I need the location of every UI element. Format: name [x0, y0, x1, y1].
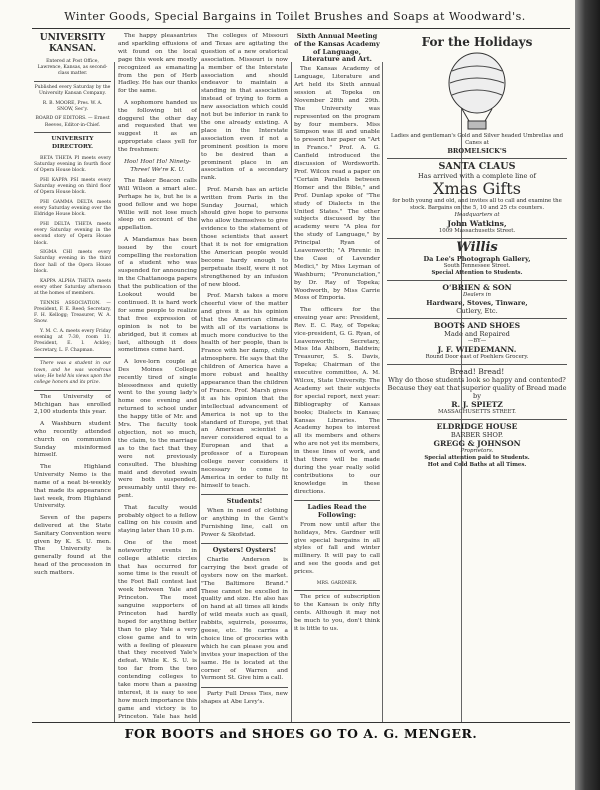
divider — [34, 357, 111, 358]
directory-entry: PHI GAMMA DELTA meets every Saturday evening over the Eldridge House block. — [34, 199, 111, 218]
ladies-heading: Ladies Read the Following: — [307, 503, 367, 519]
divider — [34, 132, 111, 133]
santa-heading: SANTA CLAUS — [438, 161, 516, 172]
watkins-name: John Watkins, — [447, 219, 507, 228]
willis-signature: Willis — [456, 240, 498, 255]
dalee-name: Da Lee's Photograph Gallery, — [423, 255, 531, 263]
column-rule — [114, 62, 115, 722]
divider — [34, 81, 111, 82]
santa-text: Has arrived with a complete line of — [418, 172, 536, 180]
bromelsick: BROMELSICK'S — [447, 147, 507, 155]
holidays-heading: For the Holidays — [421, 35, 533, 49]
hardware-ad — [387, 281, 567, 319]
proprietors-text: Proprietors. — [460, 448, 494, 454]
directory-entry: TENNIS ASSOCIATION. — President, F. E. Reed; Secretary, F. H. Kellogg; Treasurer, W. A. Snow. — [34, 300, 111, 325]
divider — [294, 500, 380, 501]
santa-ad — [387, 159, 567, 239]
news-item: The University of Michigan has enrolled 2,100 students this year. — [34, 393, 111, 416]
boots-ad — [387, 319, 567, 365]
article-paragraph: A love-lorn couple at Des Moines College recently tired of single blessedness and quietly went to the young lady's home one evening and returned to school under the happy title of Mr. and Mrs. The faculty took objection, not so much, the claim, to the marriage as to the fact that they were not previously consulted. The blushing maid and devoted swain were both suspended, presumably until they re-pent. — [118, 358, 197, 500]
column-2 — [118, 33, 197, 723]
dalee-address: South Tennessee Street. — [443, 263, 511, 269]
photo-ad — [387, 239, 567, 281]
article-paragraph: A sophomore handed us the following bit of doggerel the other day and requested that we suggest it as an appropriate class yell for the freshmen: — [118, 99, 197, 154]
bread-heading: Bread! Bread! — [449, 367, 505, 376]
students-heading: Students! — [226, 497, 263, 506]
article-paragraph: Prof. Marsh has an article written from Paris in the Sunday Journal, which should give hope to persons who allow themselves to give evidence to the statement of those scientists that assert that it is not for emigration the American people would become hardy enough to perpetuate itself, were it not strengthened by an infusion of new blood. — [201, 186, 288, 288]
article-paragraph: The happy pleasantries and sparkling effusions of wit found on the local page this week are mostly recognized as emanating from the pen of Herb Hadley. He has our thanks for the same. — [118, 33, 197, 95]
wiedemann-name: J. F. WIEDEMANN. — [437, 345, 517, 354]
students-notice: When in need of clothing or anything in the Gent's Furnishing line, call on Power & Skofstad. — [201, 507, 288, 538]
dalee-note: Special Attention to Students. — [431, 270, 523, 276]
article-paragraph: That faculty would probably object to a fellow calling on his cousin and staying later than 10 p.m. — [118, 504, 197, 535]
divider — [34, 390, 111, 391]
divider — [201, 687, 288, 688]
baths-text: Hot and Cold Baths at all Times. — [427, 462, 527, 468]
header-rule — [32, 28, 570, 29]
subscription-note: The price of subscription to the Kansan is only fifty cents. Although it may not be much to you, don't think it is little to us. — [294, 594, 380, 632]
column-3 — [201, 33, 288, 723]
column-rule — [199, 62, 200, 722]
holidays-text: Ladies and gentleman's Gold and Silver headed Umbrellas and Canes at — [390, 133, 564, 146]
header-banner: Winter Goods, Special Bargains in Toilet Brushes and Soaps at Woodward's. — [64, 10, 526, 23]
poem: There was a student in our town, and he was wondrous wise; He held his views upon the college honors and its prize. — [34, 361, 111, 385]
article-paragraph: The Baker Beacon calls Will Wilson a smart alec. Perhaps he is, but he is a good fellow and we hope Willie will not lose much sleep on account of the appellation. — [118, 177, 197, 232]
gregg-name: GREGG & JOHNSON — [433, 439, 521, 448]
footer-rule — [32, 722, 570, 723]
article-paragraph: One of the most noteworthy events in college athletic circles that has occurred for some time is the result of the Foot Ball contest last week between Yale and Princeton. The most sanguine supporters of Princeton had hardly hoped for anything better than to play Yale a very close game and to win with a feeling of pleasure that they received Yale's defeat. While K. S. U. is too far from the two contending colleges to take more than a passing interest, it is easy to see how much importance this game and victory is to Princeton. Yale has held — [118, 539, 197, 720]
masthead-note: Entered at Post Office, Lawrence, Kansas, as second-class matter. — [37, 58, 108, 76]
obrien-name: O'BRIEN & SON — [442, 283, 512, 292]
article-paragraph: Prof. Marsh takes a more cheerful view of the matter and gives it as his opinion that the American climate with all of its variations is much more conducive to the health of her people, than is France with her damp, chilly atmosphere. He says that the children of America have a more robust and healthy appearance than the children of France. Prof. Marsh gives it as his opinion that the intellectual advancement of America is not up to the standard of Europe, yet that an American scientist is never considered equal to a European and that a professor of a European college never considers it necessary to come to America in order to fully fit himself to teach. — [201, 293, 288, 489]
xmas-text: for both young and old, and invites all to call and examine the stock. Bargains on the 5, 10 and 25 cts counters. — [392, 198, 562, 211]
directory-title: UNIVERSITY DIRECTORY. — [51, 136, 94, 151]
column-rule — [291, 62, 292, 722]
article-paragraph: A Mandamus has been issued by the court compelling the restoration of a student who was suspended for announcing in the Chattanooga papers that the publication of the Lookout would be continued. It is hard work for some people to realize that free expression of opinion is not to be abridged, but it comes at last, although it does sometimes come hard. — [118, 236, 197, 354]
balloon-icon — [442, 51, 512, 131]
directory-entry: BETA THETA PI meets every Saturday evening in fourth floor of Opera House block. — [34, 155, 111, 174]
wiedemann-address: Round Door east of Poehlers Grocery. — [425, 354, 529, 360]
publisher-note: Published every Saturday by the University Kansan Company. — [34, 84, 111, 96]
dealers-text: Dealers in — [463, 292, 491, 298]
footer-banner: FOR BOOTS and SHOES GO TO A. G. MENGER. — [124, 726, 478, 741]
directory-entry: SIGMA CHI meets every Saturday evening in the third floor hall of the Opera House block. — [34, 250, 111, 274]
hardware-text: Hardware, Stoves, Tinware, — [426, 299, 528, 307]
bread-ad — [387, 365, 567, 420]
watkins-address: 1009 Massachusetts Street. — [438, 228, 516, 234]
article-paragraph: The Kansas Academy of Language, Literature and Art held its Sixth annual session at Topeka on November 28th and 29th. The University was represented on the program by four members. Miss Simpson was ill and unable to present her paper on "Art in France." Prof. A. G. Canfield introduced the discussion of Wordsworth. Prof. Wilcox read a paper on "Certain Parallels between Homer and the Bible," and Prof. Dunlap spoke of "The study of Dialects in the United States." The other subjects discussed by the academy were "A plea for the study of Language," by Principal Ryan of Leavenworth; "A Phrenic in the Case of Lavender Medici," by Miss Leyman of Washburn; "Pronunciation," by Dr. Ray of Topeka; Woodworth, by Miss Carrie Moss of Emporia. — [294, 66, 380, 302]
news-item: The Highland University Nemo is the name of a neat bi-weekly that made its appearance last week, from Highland University. — [34, 463, 111, 510]
column-rule — [382, 62, 383, 722]
divider — [201, 494, 288, 495]
party-notice: Party Full Dress Ties, new shapes at Abe Levy's. — [201, 690, 288, 705]
article-paragraph: The colleges of Missouri and Texas are agitating the question of a new oratorical association. Missouri is now a member of the Interstate association and should endeavor to maintain a standing in that association instead of trying to form a new association which could not but be inferior in rank to the one already existing. A place in the Interstate association even if not a prominent position is more to be desired than a prominent place in an association of a secondary rank. — [201, 33, 288, 182]
divider — [201, 543, 288, 544]
column-4 — [294, 33, 380, 723]
cutlery-text: Cutlery, Etc. — [456, 307, 498, 315]
ladies-notice: From now until after the holidays, Mrs. Gardner will give special bargains in all styles of fall and winter millinery. It will pay to call and see the goods and get prices. — [294, 521, 380, 576]
by-text: —BY— — [467, 338, 487, 344]
ladies-signature: MRS. GARDNER. — [316, 580, 358, 586]
oysters-notice: Charlie Anderson is carrying the best grade of oysters now on the market. "The Baltimore Brand." These cannot be excelled in quality and size. He also has on hand at all times all kinds of wild meats such as quail, rabbits, squirrels, possums, geese, etc. He carries a choice line of groceries with which he can please you and invites your inspection of the same. He is located at the corner of Warren and Vermont St. Give him a call. — [201, 556, 288, 682]
news-item: Seven of the papers delivered at the State Sanitary Convention were given by K. S. U. men. The University is generally found at the head of the procession in such matters. — [34, 514, 111, 577]
paper-title: UNIVERSITY KANSAN. — [39, 33, 106, 54]
directory-entry: KAPPA ALPHA THETA meets every other Saturday afternoon at the homes of members. — [34, 278, 111, 296]
oysters-heading: Oysters! Oysters! — [212, 546, 277, 555]
staff-line: R. B. MOORE, Pres. W. A. SNOW, Sec'y. — [42, 100, 103, 112]
xmas-heading: Xmas Gifts — [433, 179, 521, 198]
spietz-name: R. J. SPIETZ — [451, 400, 503, 409]
bread-text: Why do those students look so happy and contented? Because they eat that superior quality of Bread made by — [387, 376, 567, 400]
directory-entry: PHI KAPPA PSI meets every Saturday evening on third floor of Opera House block. — [34, 177, 111, 196]
column-1 — [34, 33, 111, 723]
staff-line: BOARD OF EDITORS. — Ernest Reeves, Editor-in-Chief. — [35, 116, 110, 128]
directory-entry: Y. M. C. A. meets every Friday evening at 7:30, room 11. President, E. I. Ackley; Secretary, L. F. Chapman. — [34, 329, 111, 353]
barber-text: BARBER SHOP. — [450, 431, 504, 439]
ads-column — [387, 33, 567, 723]
spietz-address: MASSACHUSETTS STREET. — [437, 409, 517, 415]
boots-heading: BOOTS AND SHOES — [433, 321, 521, 330]
divider — [294, 590, 380, 591]
barber-ad — [387, 420, 567, 472]
holidays-ad — [387, 33, 567, 159]
directory-entry: PHI DELTA THETA meets every Saturday evening in the second story of Opera House block. — [34, 221, 111, 246]
academy-heading: Sixth Annual Meeting of the Kansas Academy of Language, Literature and Art. — [294, 33, 380, 64]
article-paragraph: The officers for the ensuing year are: President, Rev. E. C. Ray, of Topeka; vice-president, G. G. Ryan, of Leavenworth; Secretary, Miss Ida Ahlborn, Baldwin; Treasurer, S. S. Davis, Topeka; Chairman of the executive committee, A. M. Wilcox, State University. The Academy set their subjects for special report, next year: Bibliography of Kansas books; Dialects in Kansas; Kansas Libraries. The Academy hopes to interest all its members and others who are not yet its members, in these lines of work, and that there will be made during the year really solid contributions to our knowledge in these directions. — [294, 306, 380, 495]
binding-gutter — [575, 0, 600, 790]
special-text: Special attention paid to Students. — [424, 455, 530, 461]
news-item: A Washburn student who recently attended church on communion Sunday misinformed himself. — [34, 420, 111, 459]
eldridge-name: ELDRIDGE HOUSE — [436, 422, 518, 431]
class-yell: Hoo! Hoo! Ho! Ninety-Three! We're K. U. — [124, 158, 191, 173]
boots-text: Made and Repaired — [444, 330, 510, 338]
hq-text: Headquarters at — [454, 212, 500, 218]
